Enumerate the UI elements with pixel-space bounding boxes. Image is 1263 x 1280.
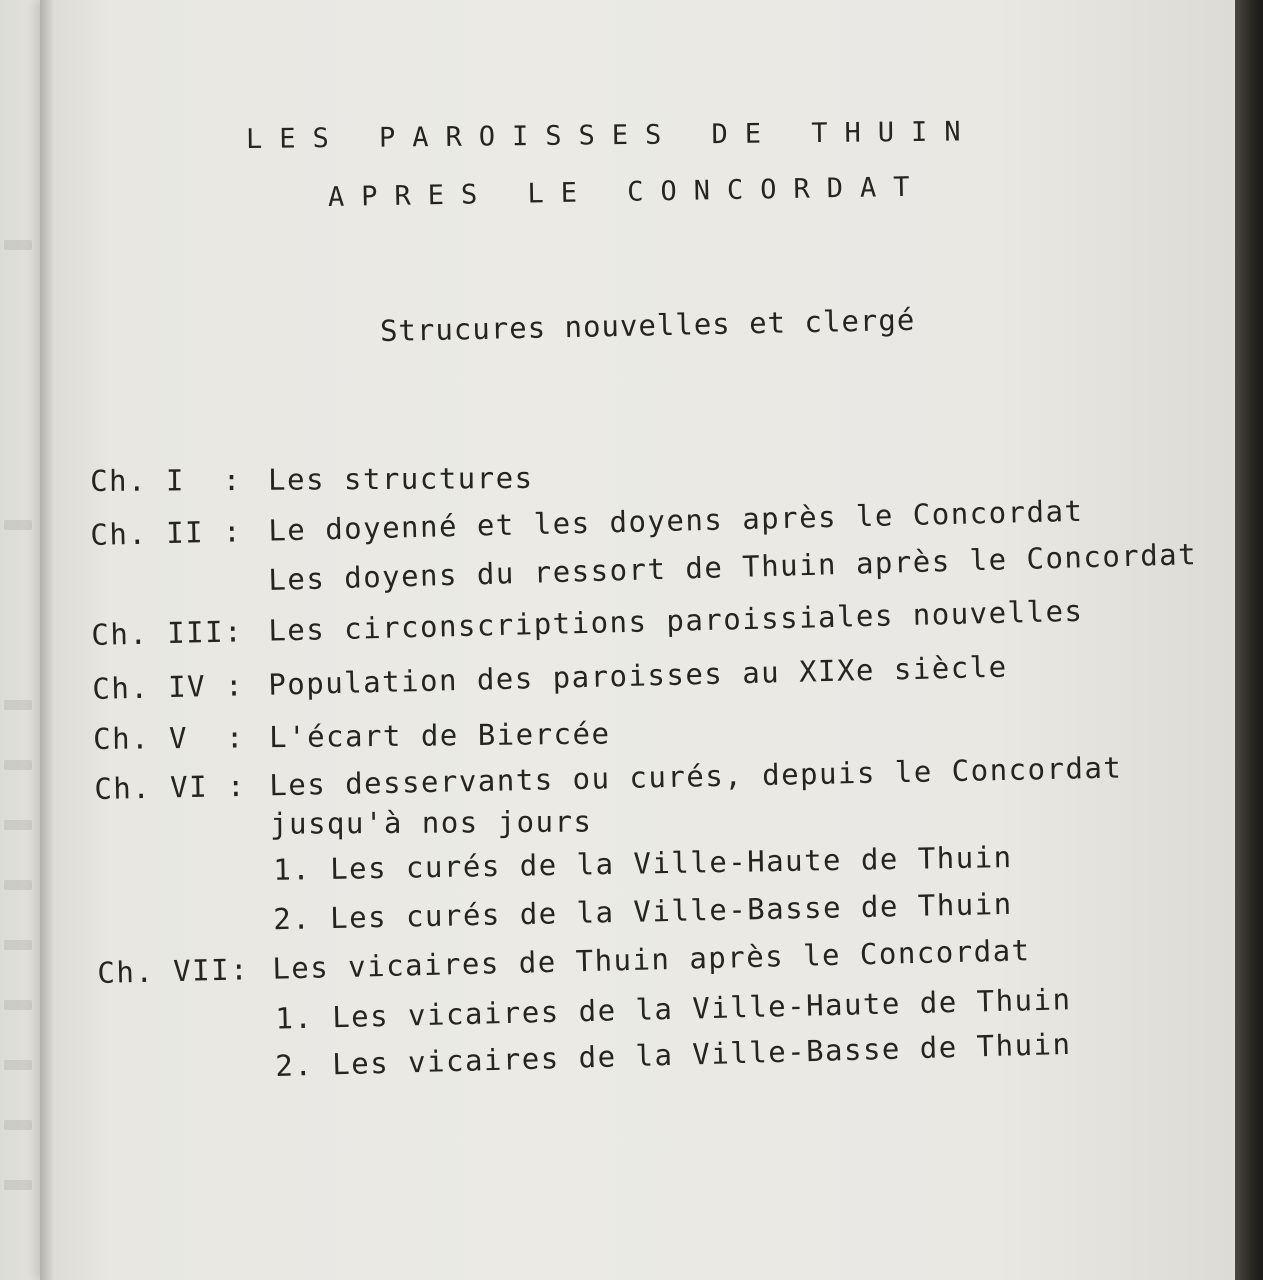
toc-entry-text: jusqu'à nos jours	[269, 804, 593, 841]
toc-entry-text: Le doyenné et les doyens après le Concordat	[267, 493, 1084, 548]
toc-entry-text: Les structures	[267, 460, 534, 497]
toc-entry-text: Les desservants ou curés, depuis le Concordat	[268, 750, 1123, 803]
page-subtitle: Strucures nouvelles et clergé	[379, 302, 916, 348]
toc-entry-text: 1. Les vicaires de la Ville-Haute de Thuin	[274, 982, 1072, 1036]
toc-chapter-label: Ch. II :	[90, 514, 243, 552]
toc-chapter-label: Ch. I :	[90, 462, 242, 498]
toc-entry-text: 1. Les curés de la Ville-Haute de Thuin	[272, 839, 1013, 887]
toc-chapter-label: Ch. V :	[93, 720, 246, 756]
toc-chapter-label: Ch. IV :	[92, 668, 245, 706]
toc-entry-text: 2. Les curés de la Ville-Basse de Thuin	[272, 886, 1013, 937]
toc-chapter-label: Ch. VII:	[97, 952, 250, 990]
toc-chapter-label: Ch. III:	[91, 614, 244, 652]
page-title-line-1: LES PAROISSES DE THUIN	[245, 116, 978, 155]
page-title-line-2: APRES LE CONCORDAT	[327, 171, 927, 213]
toc-entry-text: Les doyens du ressort de Thuin après le Concordat	[267, 537, 1198, 598]
toc-entry-text: Les vicaires de Thuin après le Concordat	[271, 933, 1031, 986]
toc-chapter-label: Ch. VI :	[94, 768, 247, 806]
toc-entry-text: Population des paroisses au XIXe siècle	[267, 649, 1008, 702]
toc-entry-text: 2. Les vicaires de la Ville-Basse de Thuin	[274, 1026, 1072, 1084]
toc-entry-text: Les circonscriptions paroissiales nouvelles	[267, 593, 1084, 648]
toc-entry-text: L'écart de Biercée	[268, 716, 611, 755]
